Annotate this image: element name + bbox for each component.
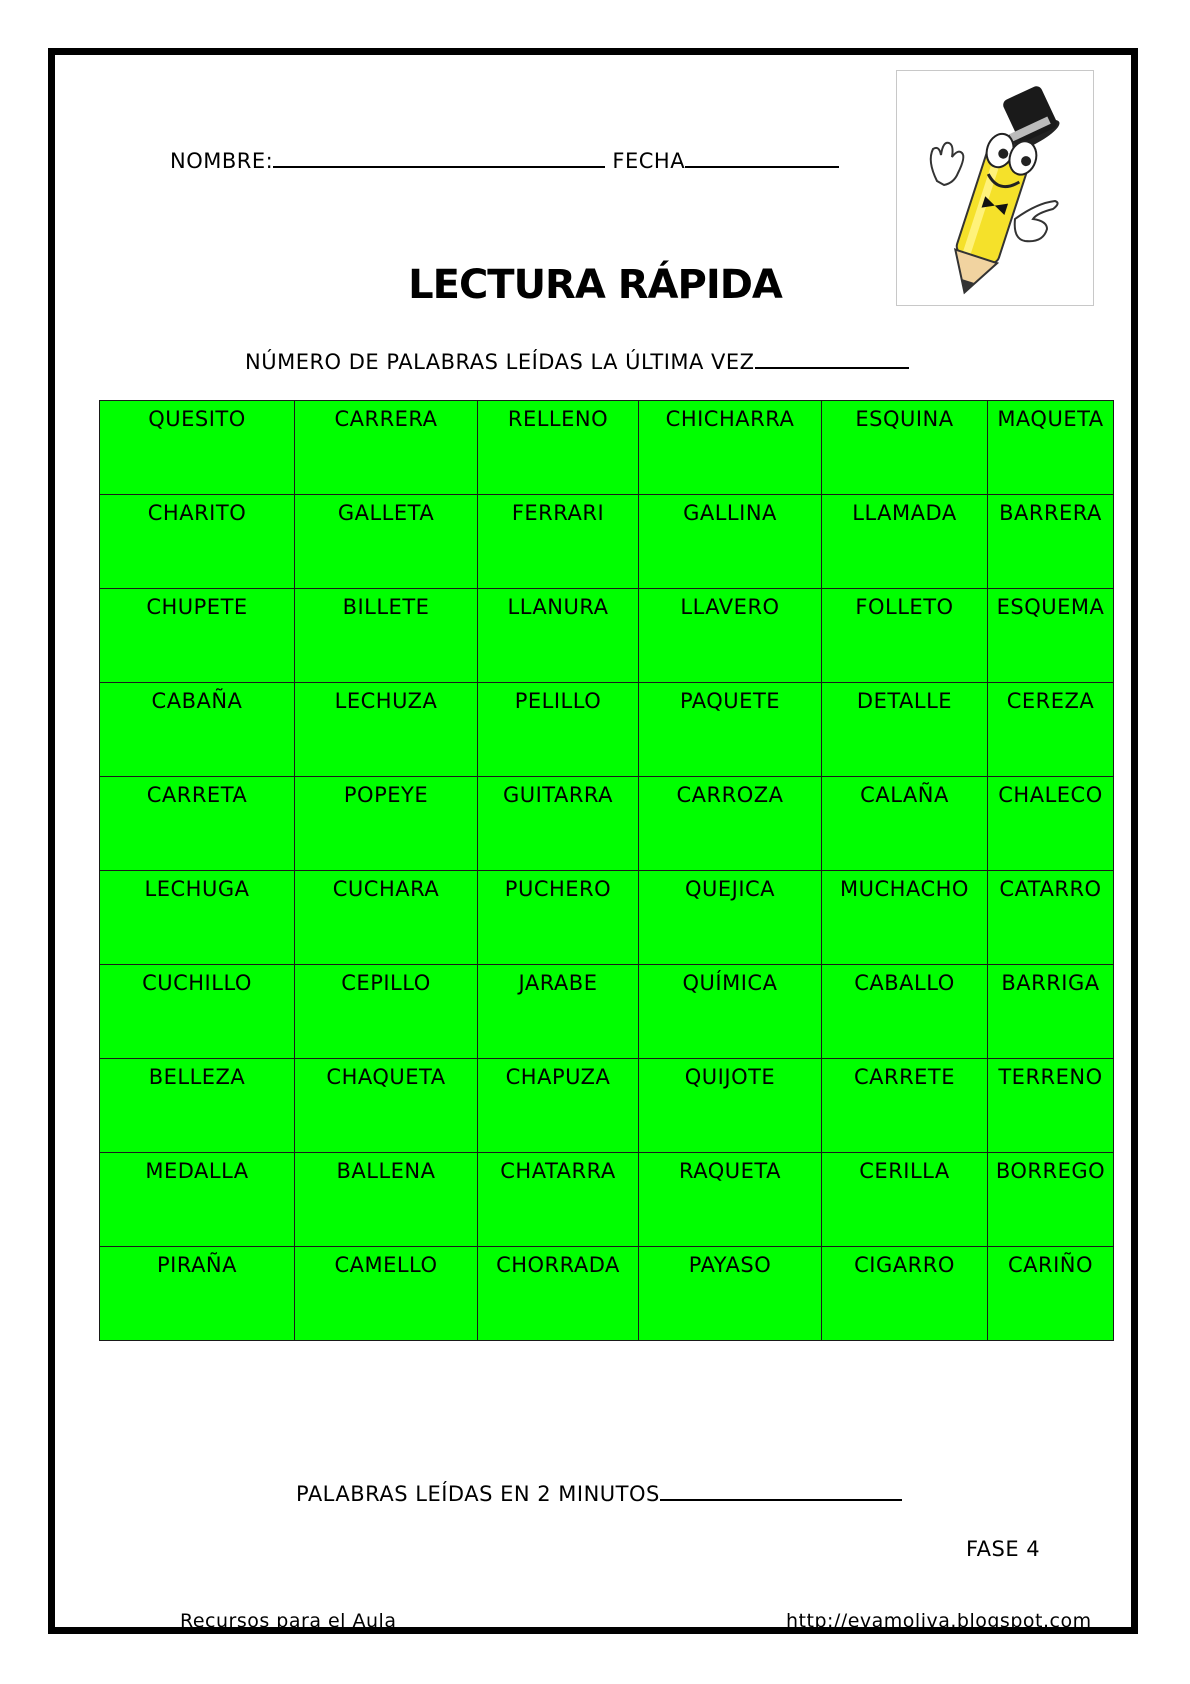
word-cell: QUÍMICA xyxy=(639,965,822,1059)
word-cell: CHAQUETA xyxy=(295,1059,478,1153)
word-cell: ESQUINA xyxy=(822,401,988,495)
date-label: FECHA xyxy=(612,149,686,173)
word-cell: CARROZA xyxy=(639,777,822,871)
word-cell: CUCHARA xyxy=(295,871,478,965)
word-cell: MAQUETA xyxy=(988,401,1114,495)
word-cell: GALLETA xyxy=(295,495,478,589)
word-cell: MEDALLA xyxy=(100,1153,295,1247)
table-row xyxy=(100,401,1114,495)
word-cell: LLAMADA xyxy=(822,495,988,589)
name-field-row xyxy=(170,146,839,173)
credit-url[interactable]: http://evamoliva.blogspot.com xyxy=(786,1610,1092,1632)
word-cell: MUCHACHO xyxy=(822,871,988,965)
pencil-mascot-illustration xyxy=(896,70,1094,306)
word-cell: CHICHARRA xyxy=(639,401,822,495)
table-row xyxy=(100,1247,1114,1341)
word-cell: CARRETE xyxy=(822,1059,988,1153)
word-cell: BILLETE xyxy=(295,589,478,683)
word-cell: PAQUETE xyxy=(639,683,822,777)
table-row xyxy=(100,683,1114,777)
word-cell: CHALECO xyxy=(988,777,1114,871)
word-cell: TERRENO xyxy=(988,1059,1114,1153)
word-cell: CHARITO xyxy=(100,495,295,589)
word-cell: BARRIGA xyxy=(988,965,1114,1059)
word-cell: DETALLE xyxy=(822,683,988,777)
word-cell: CATARRO xyxy=(988,871,1114,965)
word-cell: CARRERA xyxy=(295,401,478,495)
word-cell: PUCHERO xyxy=(478,871,639,965)
word-cell: PELILLO xyxy=(478,683,639,777)
table-row xyxy=(100,777,1114,871)
page-title: LECTURA RÁPIDA xyxy=(408,262,782,308)
word-cell: LECHUZA xyxy=(295,683,478,777)
word-cell: CEREZA xyxy=(988,683,1114,777)
word-cell: GALLINA xyxy=(639,495,822,589)
word-cell: CAMELLO xyxy=(295,1247,478,1341)
word-cell: QUESITO xyxy=(100,401,295,495)
word-cell: CHUPETE xyxy=(100,589,295,683)
word-cell: RAQUETA xyxy=(639,1153,822,1247)
word-cell: CUCHILLO xyxy=(100,965,295,1059)
table-row xyxy=(100,495,1114,589)
word-cell: JARABE xyxy=(478,965,639,1059)
word-cell: PIRAÑA xyxy=(100,1247,295,1341)
word-cell: CABALLO xyxy=(822,965,988,1059)
word-cell: CABAÑA xyxy=(100,683,295,777)
word-cell: GUITARRA xyxy=(478,777,639,871)
table-row xyxy=(100,1059,1114,1153)
word-cell: CHORRADA xyxy=(478,1247,639,1341)
word-cell: CARRETA xyxy=(100,777,295,871)
word-cell: BARRERA xyxy=(988,495,1114,589)
word-cell: FOLLETO xyxy=(822,589,988,683)
word-cell: LLANURA xyxy=(478,589,639,683)
last-time-label: NÚMERO DE PALABRAS LEÍDAS LA ÚLTIMA VEZ xyxy=(245,350,755,374)
phase-label: FASE 4 xyxy=(966,1537,1041,1561)
word-cell: QUEJICA xyxy=(639,871,822,965)
word-cell: LLAVERO xyxy=(639,589,822,683)
table-row xyxy=(100,1153,1114,1247)
word-cell: QUIJOTE xyxy=(639,1059,822,1153)
word-cell: CIGARRO xyxy=(822,1247,988,1341)
word-cell: PAYASO xyxy=(639,1247,822,1341)
word-cell: RELLENO xyxy=(478,401,639,495)
credit-left: Recursos para el Aula xyxy=(180,1610,397,1632)
word-cell: CARIÑO xyxy=(988,1247,1114,1341)
date-blank[interactable] xyxy=(685,146,839,168)
table-row xyxy=(100,965,1114,1059)
word-cell: ESQUEMA xyxy=(988,589,1114,683)
table-row xyxy=(100,871,1114,965)
name-blank[interactable] xyxy=(273,146,605,168)
word-cell: LECHUGA xyxy=(100,871,295,965)
word-cell: BELLEZA xyxy=(100,1059,295,1153)
word-cell: CERILLA xyxy=(822,1153,988,1247)
last-time-blank[interactable] xyxy=(755,347,909,369)
words-read-label: PALABRAS LEÍDAS EN 2 MINUTOS xyxy=(296,1482,660,1506)
table-row xyxy=(100,589,1114,683)
last-time-row xyxy=(245,347,909,374)
word-cell: BORREGO xyxy=(988,1153,1114,1247)
word-cell: CHAPUZA xyxy=(478,1059,639,1153)
word-grid xyxy=(99,400,1114,1341)
words-read-blank[interactable] xyxy=(660,1479,902,1501)
word-cell: CHATARRA xyxy=(478,1153,639,1247)
name-label: NOMBRE: xyxy=(170,149,274,173)
word-cell: FERRARI xyxy=(478,495,639,589)
words-read-row xyxy=(296,1479,902,1506)
word-cell: CALAÑA xyxy=(822,777,988,871)
word-cell: CEPILLO xyxy=(295,965,478,1059)
word-cell: POPEYE xyxy=(295,777,478,871)
word-cell: BALLENA xyxy=(295,1153,478,1247)
